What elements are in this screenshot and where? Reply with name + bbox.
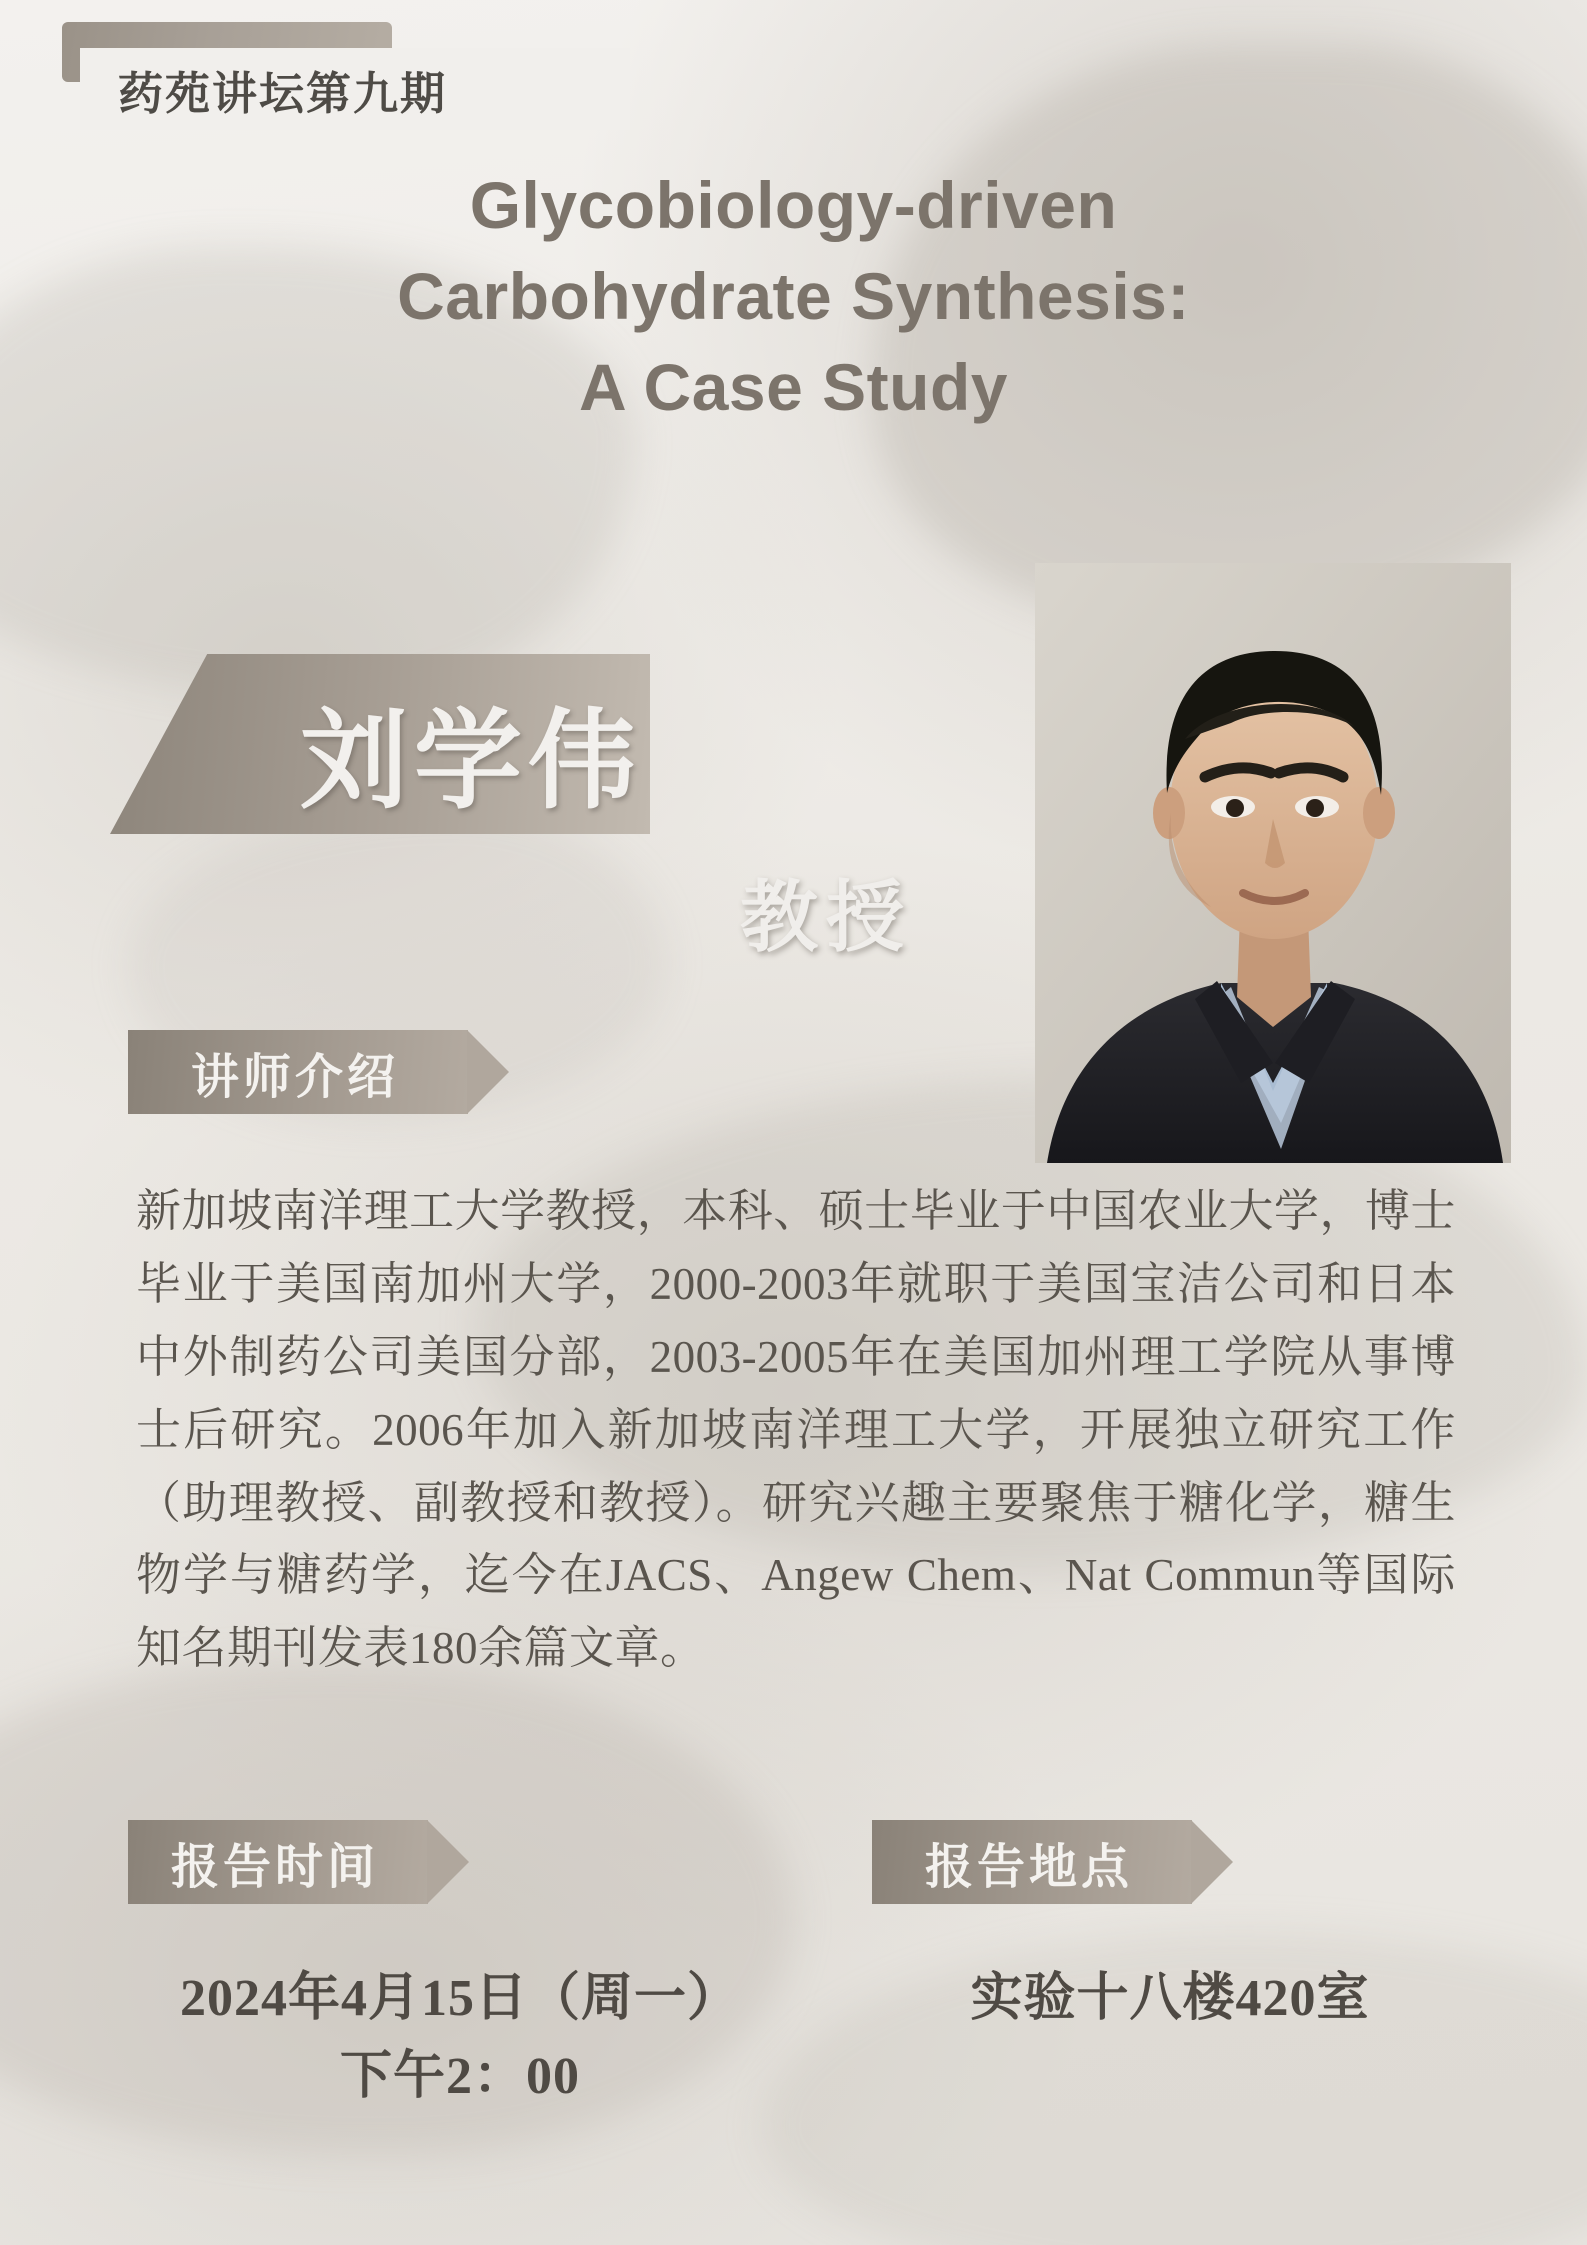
talk-date: 2024年4月15日（周一） — [179, 1970, 740, 2027]
section-tag-intro — [128, 1030, 468, 1114]
section-tag-place — [872, 1820, 1192, 1904]
speaker-role: 教授 — [740, 873, 913, 961]
title-line-2: Carbohydrate Synthesis: — [397, 259, 1190, 334]
series-tag-label: 药苑讲坛第九期 — [118, 67, 448, 119]
speaker-name: 刘学伟 — [300, 700, 643, 821]
portrait-illustration — [1035, 563, 1511, 1163]
speaker-name-banner — [110, 654, 650, 834]
section-tag-place-label: 报告地点 — [924, 1840, 1133, 1894]
section-tag-time-label: 报告时间 — [170, 1840, 379, 1894]
title-line-3: A Case Study — [578, 350, 1008, 425]
title-line-1: Glycobiology-driven — [469, 168, 1118, 242]
speaker-bio: 新加坡南洋理工大学教授，本科、硕士毕业于中国农业大学，博士毕业于美国南加州大学，2000-2003年就职于美国宝洁公司和日本中外制药公司美国分部，2003-2005年在美国加州理工学院从事博士后研究。2006年加入新加坡南洋理工大学，开展独立研究工作（助理教授、副教授和教授）。研究兴趣主要聚焦于糖化学，糖生物学与糖药学，迄今在JACS、Angew Chem、Nat Commun等国际知名期刊发表180余篇文章。 — [136, 1186, 1456, 1674]
speaker-photo — [1035, 563, 1511, 1163]
section-tag-intro-label: 讲师介绍 — [190, 1050, 399, 1104]
section-tag-time — [128, 1820, 428, 1904]
talk-room: 实验十八楼420室 — [970, 1970, 1370, 2027]
talk-time — [110, 1960, 810, 2116]
talk-place — [820, 1960, 1520, 2038]
page-title — [0, 160, 1587, 433]
series-tag — [80, 48, 630, 130]
talk-clock: 下午2：00 — [339, 2048, 580, 2105]
